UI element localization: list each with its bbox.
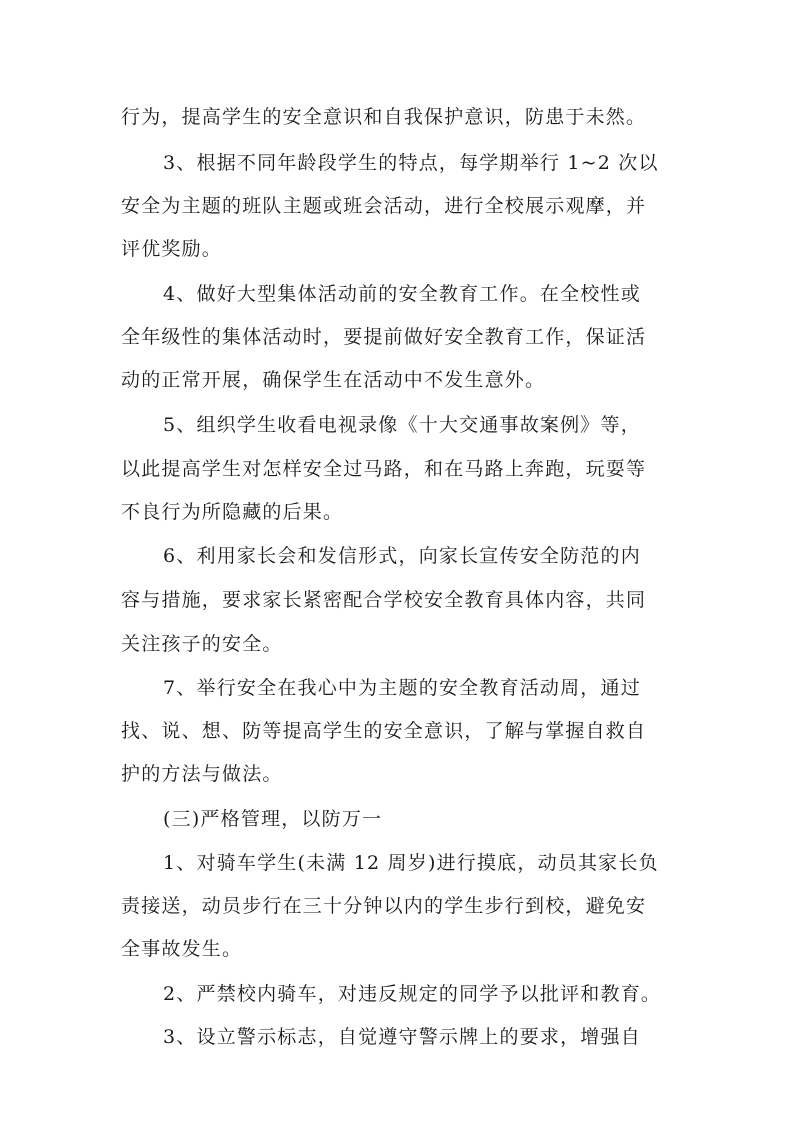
section-heading: (三)严格管理，以防万一 — [163, 808, 383, 830]
text-line: 护的方法与做法。 — [121, 763, 283, 785]
text-line: 评优奖励。 — [121, 238, 223, 260]
text-line: 不良行为所隐藏的后果。 — [121, 501, 344, 523]
text-line: 责接送，动员步行在三十分钟以内的学生步行到校，避免安 — [121, 895, 647, 917]
text-line: 6、利用家长会和发信形式，向家长宣传安全防范的内 — [163, 545, 641, 567]
text-line: 找、说、想、防等提高学生的安全意识，了解与掌握自救自 — [121, 720, 647, 742]
text-line: 3、根据不同年龄段学生的特点，每学期举行 1~2 次以 — [163, 152, 659, 174]
text-line: 7、举行安全在我心中为主题的安全教育活动周，通过 — [163, 677, 641, 699]
text-line: 以此提高学生对怎样安全过马路，和在马路上奔跑，玩耍等 — [121, 458, 647, 480]
text-line: 全年级性的集体活动时，要提前做好安全教育工作，保证活 — [121, 326, 647, 348]
text-line: 2、严禁校内骑车，对违反规定的同学予以批评和教育。 — [163, 983, 662, 1005]
text-line: 5、组织学生收看电视录像《十大交通事故案例》等， — [163, 414, 641, 436]
text-line: 安全为主题的班队主题或班会活动，进行全校展示观摩，并 — [121, 195, 647, 217]
text-line: 行为，提高学生的安全意识和自我保护意识，防患于未然。 — [121, 106, 647, 128]
text-line: 1、对骑车学生(未满 12 周岁)进行摸底，动员其家长负 — [163, 852, 659, 874]
text-line: 4、做好大型集体活动前的安全教育工作。在全校性或 — [163, 283, 641, 305]
text-line: 3、设立警示标志，自觉遵守警示牌上的要求，增强自 — [163, 1026, 641, 1048]
text-line: 动的正常开展，确保学生在活动中不发生意外。 — [121, 369, 546, 391]
text-line: 容与措施，要求家长紧密配合学校安全教育具体内容，共同 — [121, 589, 647, 611]
text-line: 关注孩子的安全。 — [121, 633, 283, 655]
text-line: 全事故发生。 — [121, 938, 243, 960]
